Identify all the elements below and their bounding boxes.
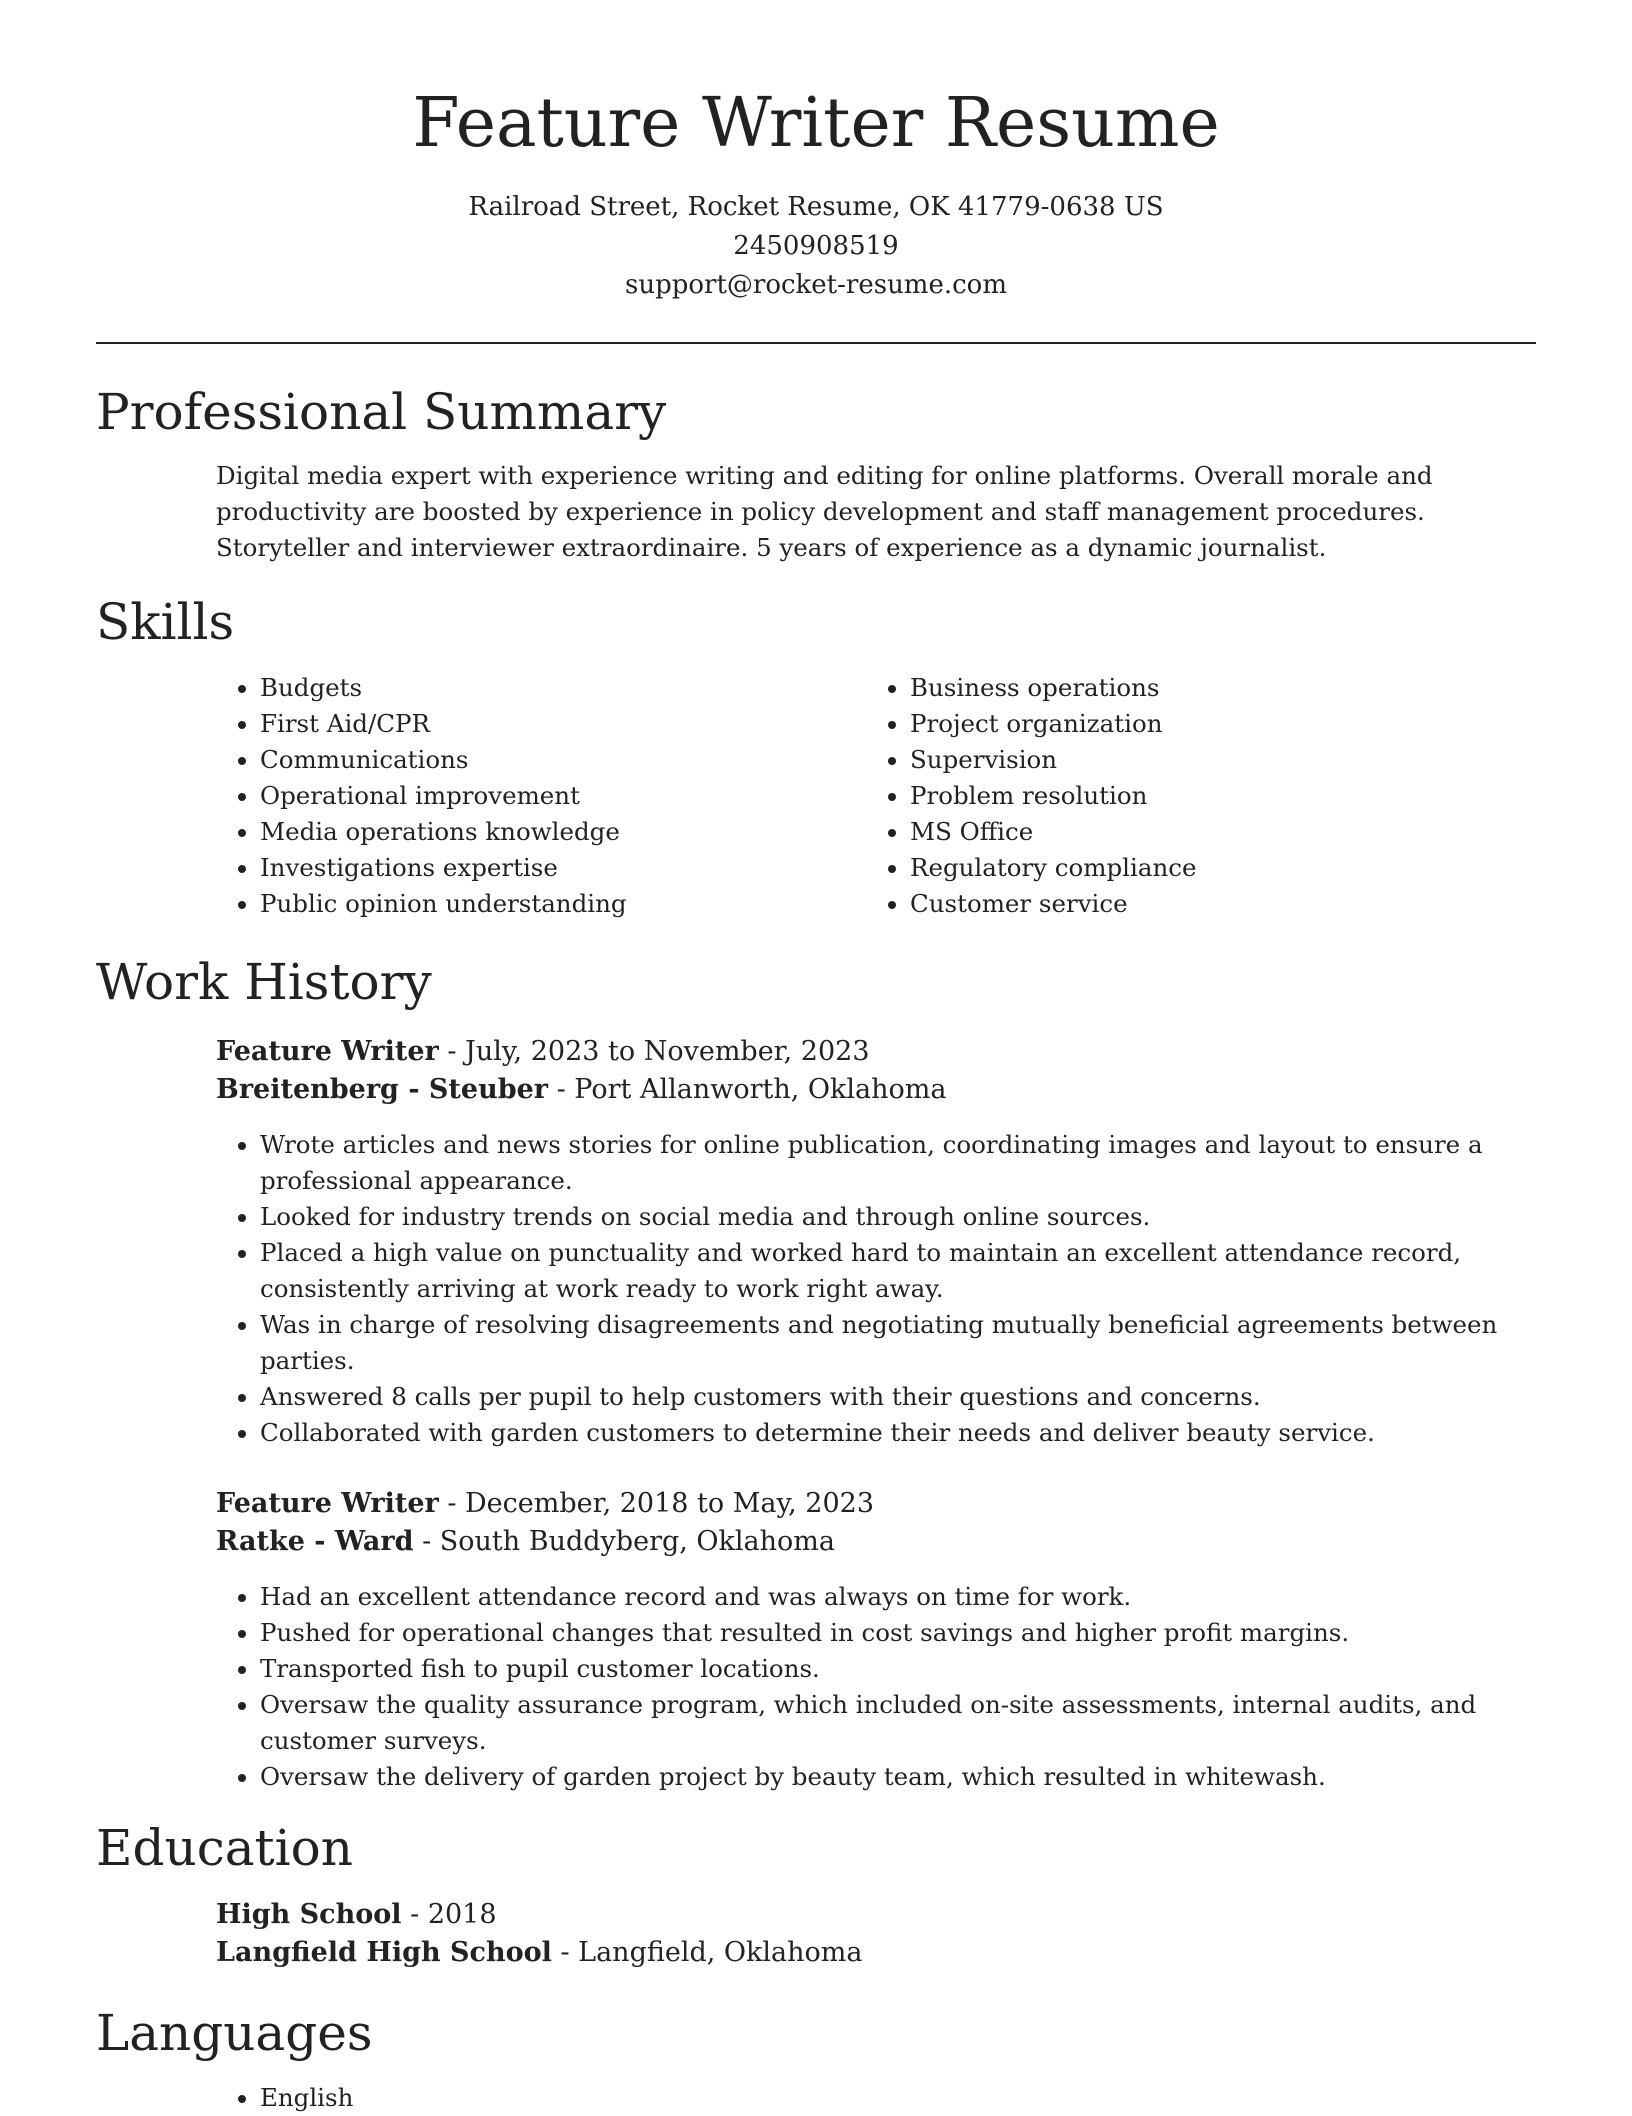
skill-item: • Customer service	[910, 886, 1506, 922]
summary-text: Digital media expert with experience writing and editing for online platforms. Overall morale and productivity are boosted by experience in policy development and staff management procedures. Storyteller and interviewer extraordinaire. 5 years of experience as a dynamic journalist.	[216, 461, 1433, 562]
education-school-line	[216, 1934, 1540, 1972]
skill-item: • MS Office	[910, 814, 1506, 850]
job-duty: • Answered 8 calls per pupil to help customers with their questions and concerns.	[260, 1379, 1540, 1415]
job-duty: • Placed a high value on punctuality and worked hard to maintain an excellent attendance record, consistently arriving at work ready to work right away.	[260, 1235, 1540, 1307]
job-duty: • Oversaw the delivery of garden project by beauty team, which resulted in whitewash.	[260, 1759, 1540, 1795]
contact-address: Railroad Street, Rocket Resume, OK 41779-0638 US	[468, 192, 1164, 222]
section-title-work-history: Work History	[96, 953, 432, 1011]
job-entry	[216, 1485, 1540, 1795]
job-duty: • Transported fish to pupil customer locations.	[260, 1651, 1540, 1687]
skill-item: • Communications	[260, 742, 856, 778]
job-role: Feature Writer	[216, 1488, 439, 1519]
skill-item: • Business operations	[910, 670, 1506, 706]
skill-item: • Problem resolution	[910, 778, 1506, 814]
job-duty: • Had an excellent attendance record and was always on time for work.	[260, 1579, 1540, 1615]
languages-list-wrap	[216, 2080, 1540, 2116]
languages-list	[216, 2080, 1540, 2116]
job-location: - South Buddyberg, Oklahoma	[413, 1526, 835, 1557]
resume-title: Feature Writer Resume	[412, 84, 1220, 163]
job-title-line	[216, 1033, 1540, 1071]
job-company: Breitenberg - Steuber	[216, 1074, 548, 1105]
skill-item: • Supervision	[910, 742, 1506, 778]
skill-item: • Investigations expertise	[260, 850, 856, 886]
skill-item: • Regulatory compliance	[910, 850, 1506, 886]
job-company-line	[216, 1523, 1540, 1561]
job-duty: • Was in charge of resolving disagreements and negotiating mutually beneficial agreements between parties.	[260, 1307, 1540, 1379]
education-location: - Langfield, Oklahoma	[551, 1937, 863, 1968]
section-title-summary: Professional Summary	[96, 383, 667, 441]
job-duty: • Collaborated with garden customers to determine their needs and deliver beauty service.	[260, 1415, 1540, 1451]
job-duty: • Pushed for operational changes that resulted in cost savings and higher profit margins.	[260, 1615, 1540, 1651]
skill-item: • Project organization	[910, 706, 1506, 742]
job-dates: - December, 2018 to May, 2023	[438, 1488, 875, 1519]
skill-item: • Media operations knowledge	[260, 814, 856, 850]
job-dates: - July, 2023 to November, 2023	[438, 1036, 870, 1067]
job-duty: • Wrote articles and news stories for online publication, coordinating images and layout to ensure a professional appearance.	[260, 1127, 1540, 1199]
header-divider	[96, 342, 1536, 344]
job-duty: • Looked for industry trends on social media and through online sources.	[260, 1199, 1540, 1235]
contact-email: support@rocket-resume.com	[624, 270, 1007, 300]
section-title-skills: Skills	[96, 593, 235, 651]
education-entry	[216, 1896, 1540, 1972]
skill-item: • Budgets	[260, 670, 856, 706]
skill-item: • Operational improvement	[260, 778, 856, 814]
job-entry	[216, 1033, 1540, 1451]
contact-phone: 2450908519	[733, 231, 899, 261]
education-school: Langfield High School	[216, 1937, 552, 1968]
job-location: - Port Allanworth, Oklahoma	[548, 1074, 947, 1105]
education-degree-line	[216, 1896, 1540, 1934]
education-year: - 2018	[401, 1899, 497, 1930]
section-title-education: Education	[96, 1819, 353, 1877]
job-company-line	[216, 1071, 1540, 1109]
contact-block	[96, 188, 1536, 305]
language-item: • English	[260, 2080, 1540, 2116]
resume-header	[96, 80, 1536, 305]
job-duties-list	[216, 1579, 1540, 1795]
job-role: Feature Writer	[216, 1036, 439, 1067]
education-degree: High School	[216, 1899, 402, 1930]
skill-item: • Public opinion understanding	[260, 886, 856, 922]
job-title-line	[216, 1485, 1540, 1523]
job-company: Ratke - Ward	[216, 1526, 414, 1557]
skills-column-left	[216, 670, 856, 922]
section-title-languages: Languages	[96, 2004, 373, 2062]
skill-item: • First Aid/CPR	[260, 706, 856, 742]
job-duties-list	[216, 1127, 1540, 1451]
skills-column-right	[866, 670, 1506, 922]
job-duty: • Oversaw the quality assurance program, which included on-site assessments, internal audits, and customer surveys.	[260, 1687, 1540, 1759]
